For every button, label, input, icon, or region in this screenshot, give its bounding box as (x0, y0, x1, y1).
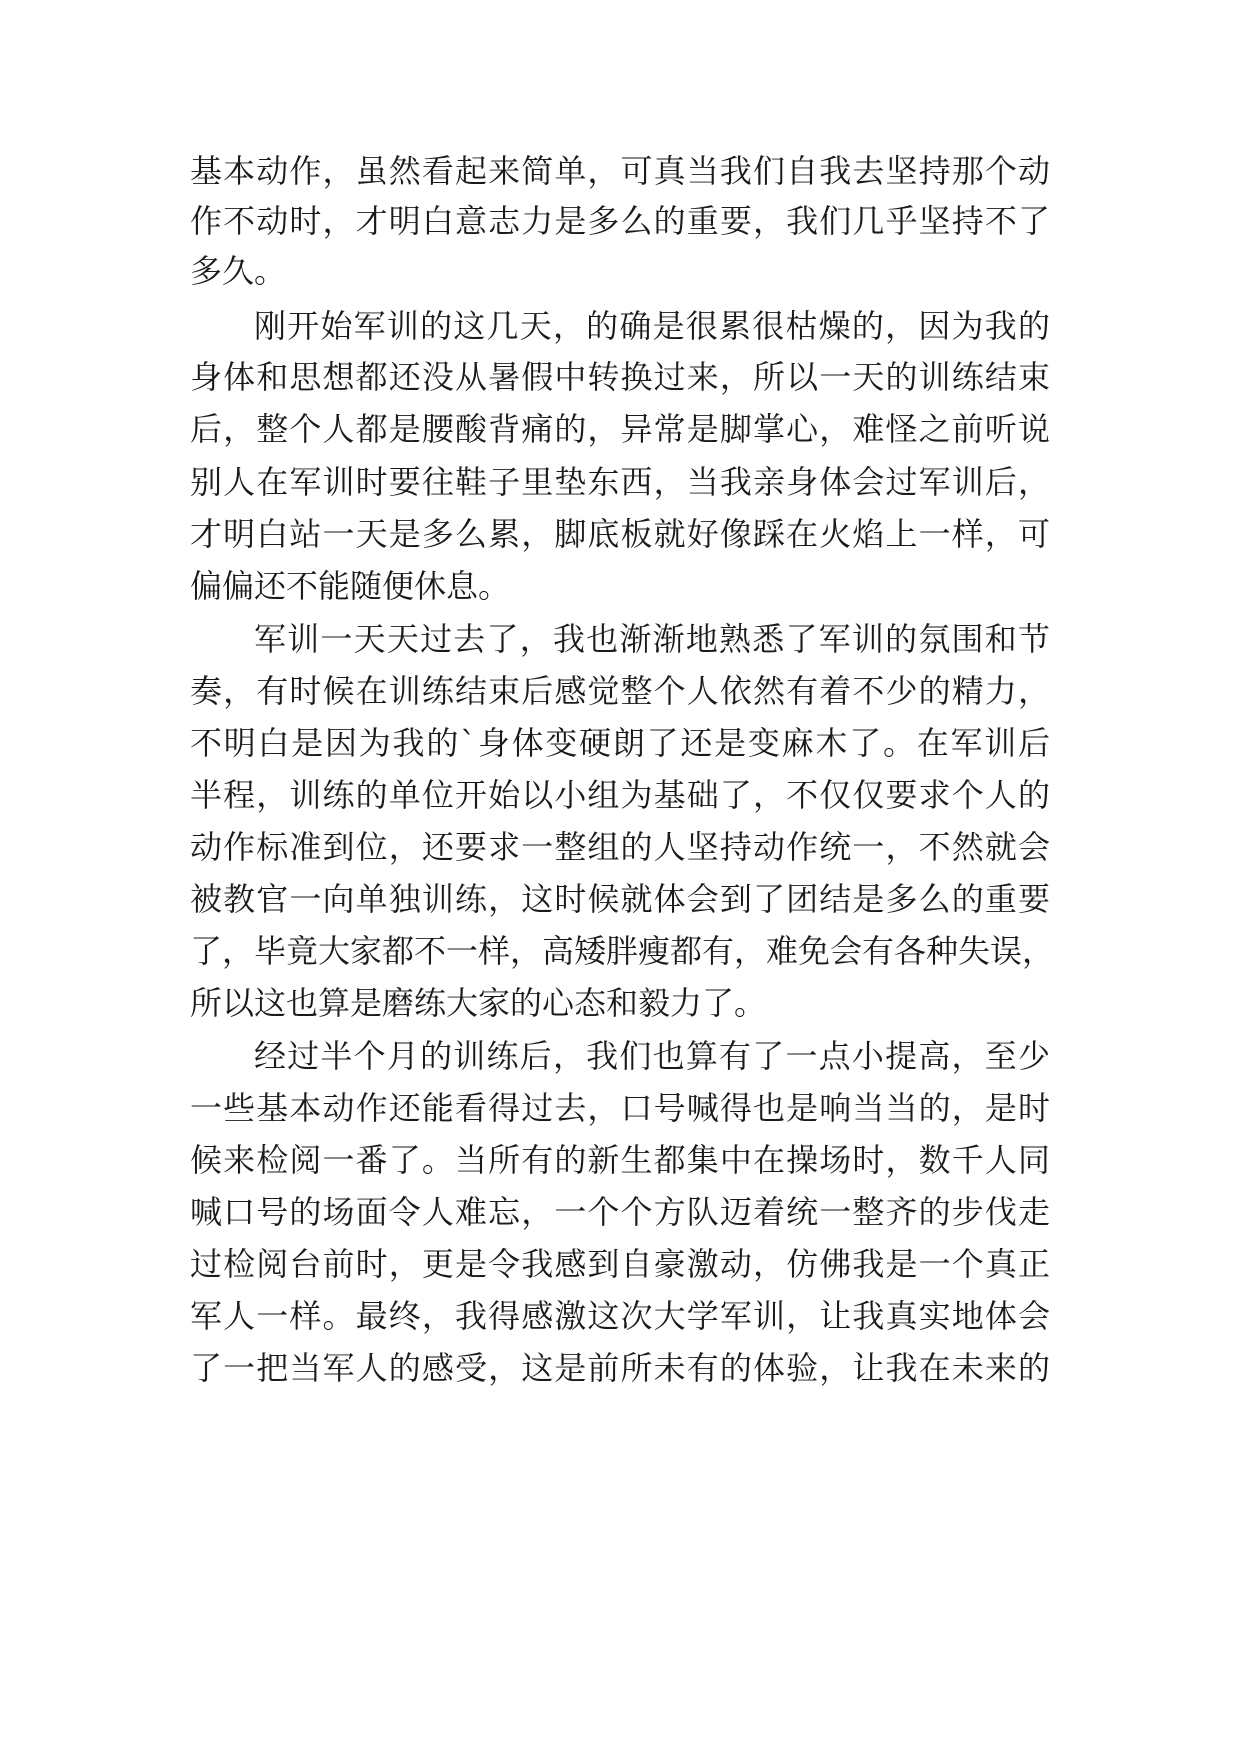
text-line: 后，整个人都是腰酸背痛的，异常是脚掌心，难怪之前听说 (190, 410, 1050, 448)
text-line: 半程，训练的单位开始以小组为基础了，不仅仅要求个人的 (190, 776, 1050, 814)
paragraph-first-line: 军训一天天过去了，我也渐渐地熟悉了军训的氛围和节 (254, 620, 1050, 658)
text-line: 才明白站一天是多么累，脚底板就好像踩在火焰上一样，可 (190, 515, 1050, 553)
text-line: 被教官一向单独训练，这时候就体会到了团结是多么的重要 (190, 880, 1050, 918)
text-line: 基本动作，虽然看起来简单，可真当我们自我去坚持那个动 (190, 152, 1050, 190)
text-line: 别人在军训时要往鞋子里垫东西，当我亲身体会过军训后， (190, 463, 1050, 501)
text-line: 喊口号的场面令人难忘，一个个方队迈着统一整齐的步伐走 (190, 1193, 1050, 1231)
text-line: 身体和思想都还没从暑假中转换过来，所以一天的训练结束 (190, 358, 1050, 396)
paragraph-first-line: 经过半个月的训练后，我们也算有了一点小提高，至少 (254, 1037, 1050, 1075)
text-line: 多久。 (190, 252, 287, 290)
text-line: 候来检阅一番了。当所有的新生都集中在操场时，数千人同 (190, 1141, 1050, 1179)
text-line: 过检阅台前时，更是令我感到自豪激动，仿佛我是一个真正 (190, 1245, 1050, 1283)
text-line: 一些基本动作还能看得过去，口号喊得也是响当当的，是时 (190, 1089, 1050, 1127)
text-line: 作不动时，才明白意志力是多么的重要，我们几乎坚持不了 (190, 202, 1050, 240)
text-line: 奏，有时候在训练结束后感觉整个人依然有着不少的精力， (190, 672, 1050, 710)
text-line: 军人一样。最终，我得感激这次大学军训，让我真实地体会 (190, 1297, 1050, 1335)
text-line: 了一把当军人的感受，这是前所未有的体验，让我在未来的 (190, 1349, 1050, 1387)
text-line: 动作标准到位，还要求一整组的人坚持动作统一，不然就会 (190, 828, 1050, 866)
paragraph-first-line: 刚开始军训的这几天，的确是很累很枯燥的，因为我的 (254, 307, 1050, 345)
text-line: 偏偏还不能随便休息。 (190, 567, 511, 605)
text-line: 不明白是因为我的`身体变硬朗了还是变麻木了。在军训后 (190, 724, 1050, 762)
text-line: 所以这也算是磨练大家的心态和毅力了。 (190, 984, 767, 1022)
text-line: 了，毕竟大家都不一样，高矮胖瘦都有，难免会有各种失误， (190, 932, 1055, 970)
